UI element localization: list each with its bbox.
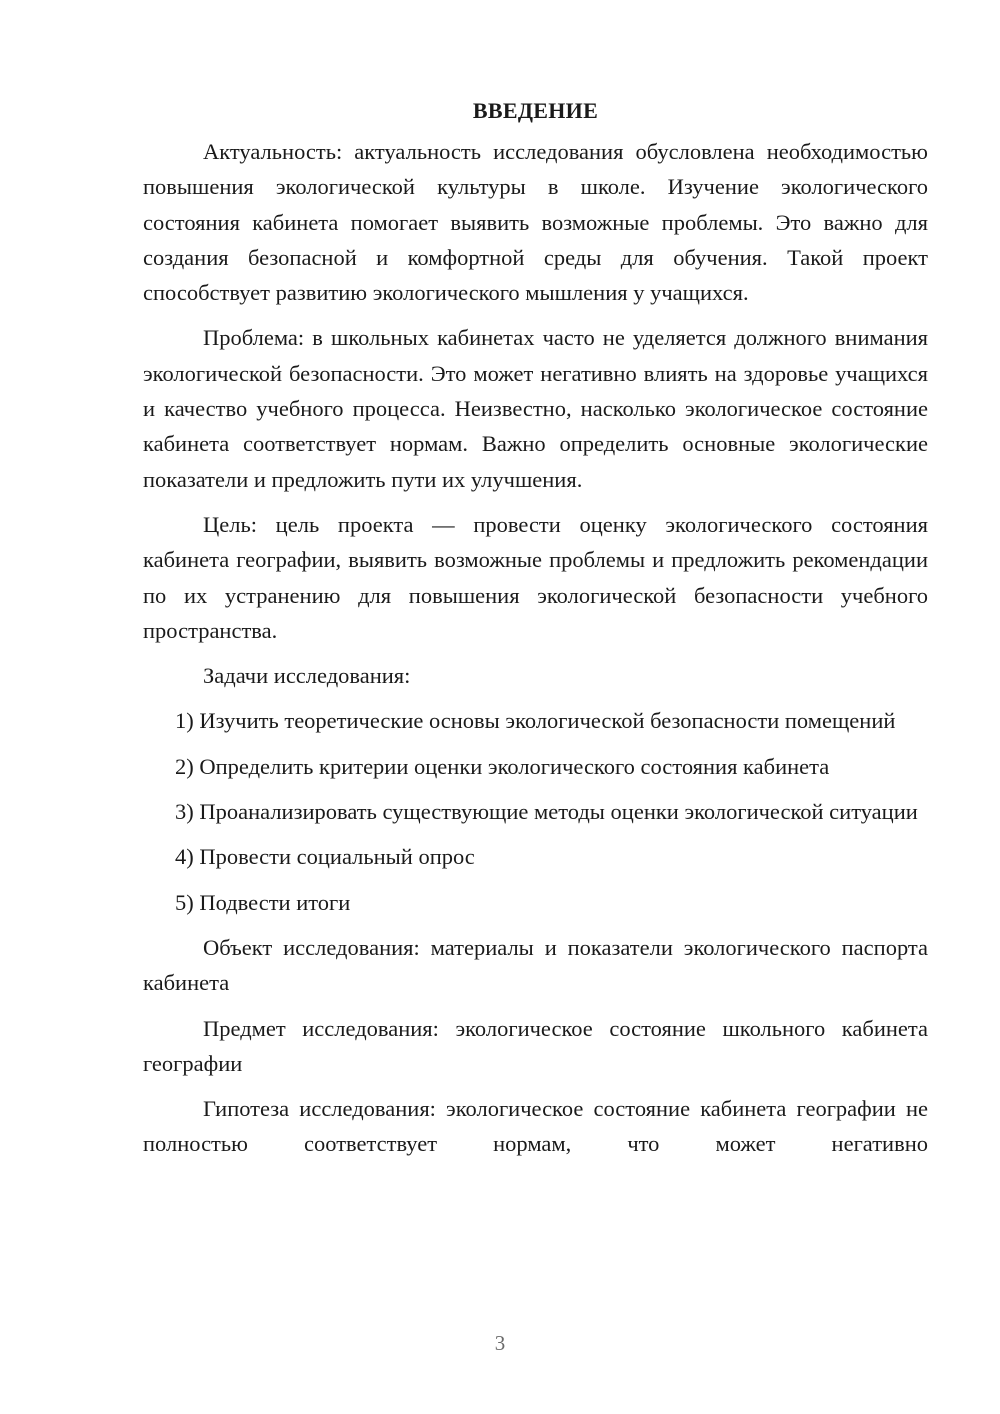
document-body <box>143 96 928 1162</box>
task-item-5: 5) Подвести итоги <box>175 889 351 915</box>
task-item-4: 4) Провести социальный опрос <box>175 844 475 870</box>
paragraph-hypothesis: Гипотеза исследования: экологическое состояние кабинета географии не полностью соответствует нормам, что может негативно <box>143 1096 928 1157</box>
paragraph-tasks-heading: Задачи исследования: <box>203 663 411 689</box>
task-item-2: 2) Определить критерии оценки экологического состояния кабинета <box>175 753 830 779</box>
paragraph-relevance: Актуальность: актуальность исследования обусловлена необходимостью повышения экологической культуры в школе. Изучение экологического состояния кабинета помогает выявить возможные проблемы. Это важно для создания безопасной и комфортной среды для обучения. Такой проект способствует развитию экологического мышления у учащихся. <box>143 139 928 306</box>
page-number: 3 <box>494 1331 506 1355</box>
paragraph-subject: Предмет исследования: экологическое состояние школьного кабинета географии <box>143 1015 928 1076</box>
paragraph-goal: Цель: цель проекта — провести оценку экологического состояния кабинета географии, выявить возможные проблемы и предложить рекомендации по их устранению для повышения экологической безопасности учебного пространства. <box>143 511 928 643</box>
task-item-1: 1) Изучить теоретические основы экологической безопасности помещений <box>175 708 896 734</box>
paragraph-problem: Проблема: в школьных кабинетах часто не уделяется должного внимания экологической безопасности. Это может негативно влиять на здоровье учащихся и качество учебного процесса. Неизвестно, насколько экологическое состояние кабинета соответствует нормам. Важно определить основные экологические показатели и предложить пути их улучшения. <box>143 325 928 492</box>
paragraph-object: Объект исследования: материалы и показатели экологического паспорта кабинета <box>143 934 928 996</box>
task-item-3: 3) Проанализировать существующие методы оценки экологической ситуации <box>175 799 918 825</box>
section-heading: ВВЕДЕНИЕ <box>472 98 599 123</box>
